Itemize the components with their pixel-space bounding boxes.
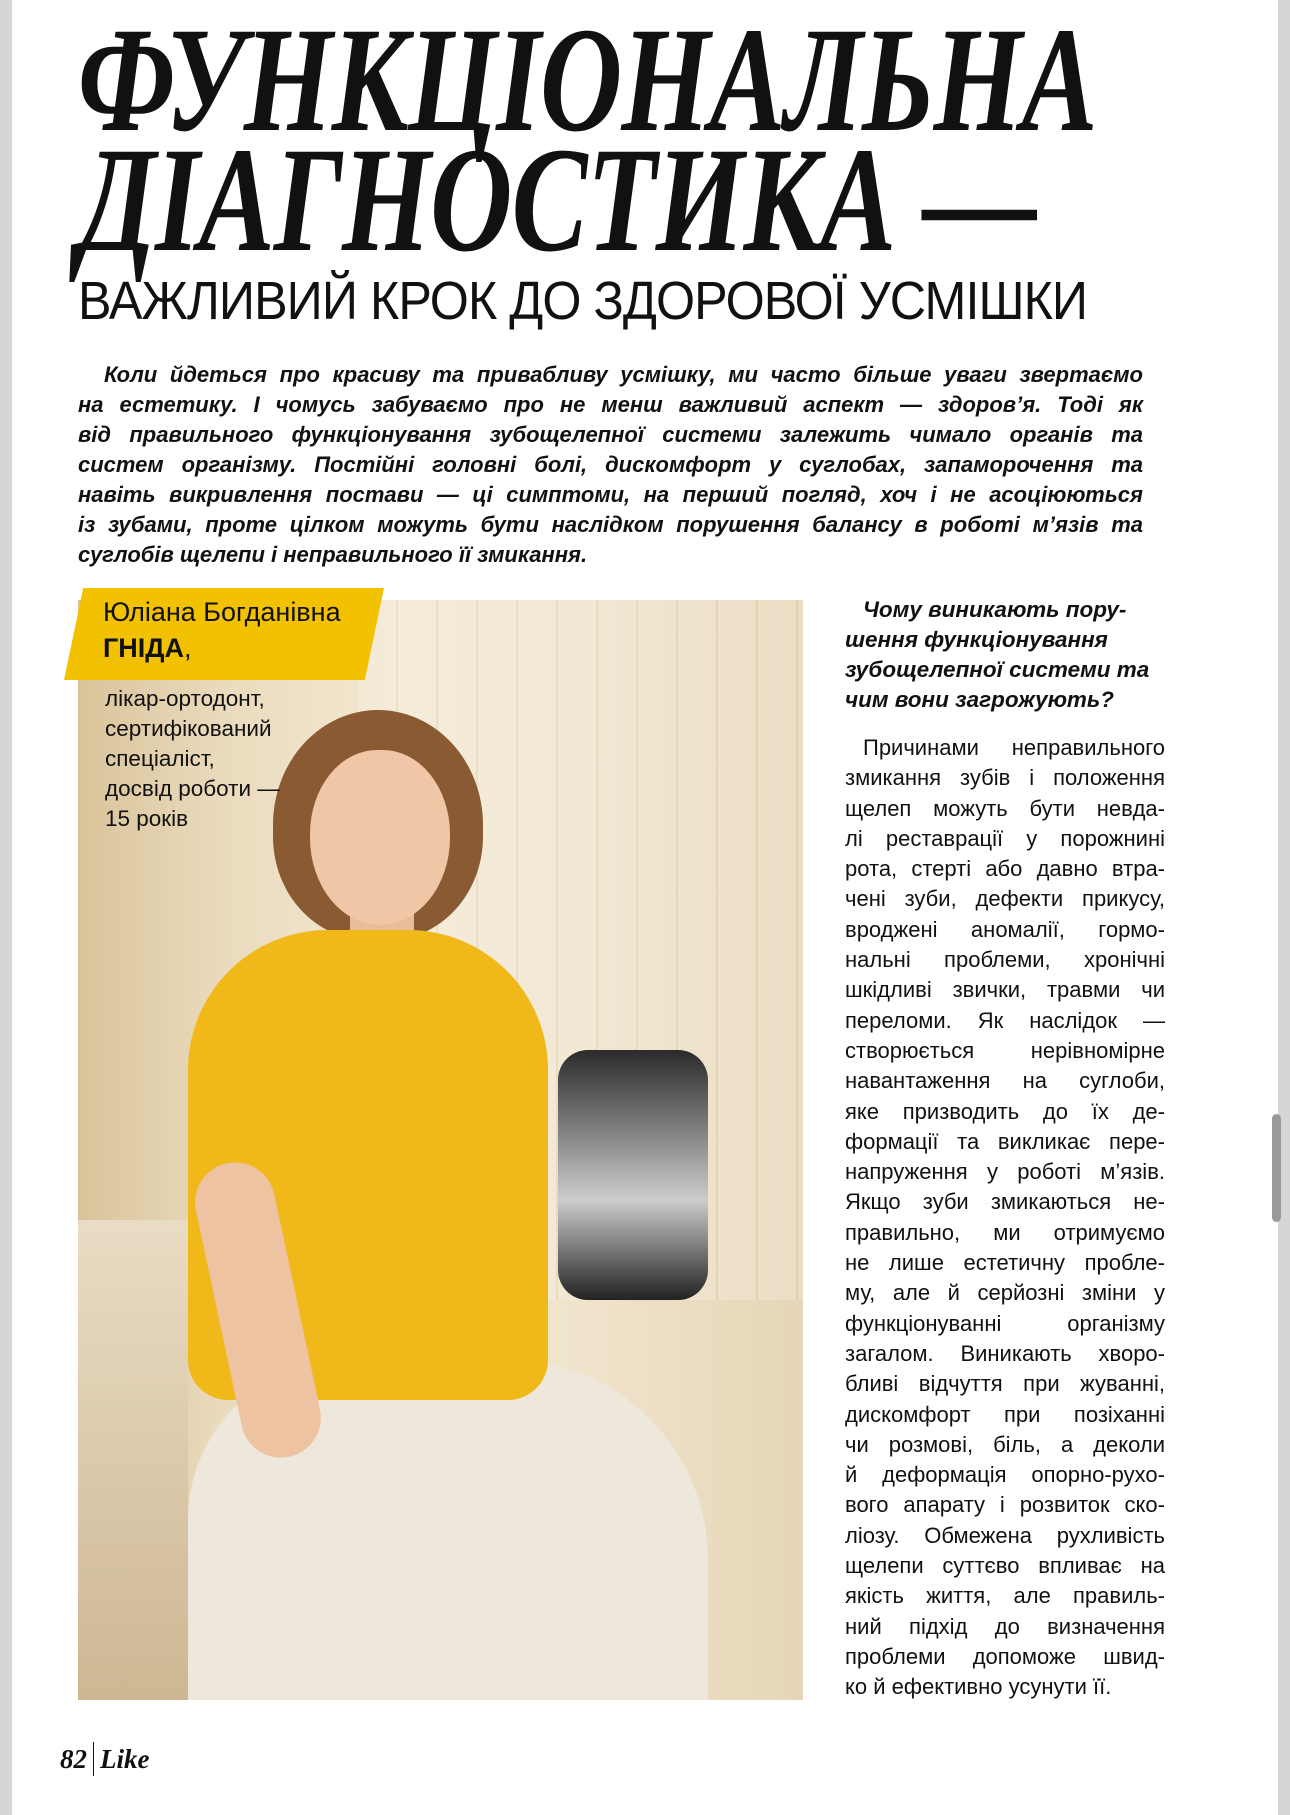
body-line: й деформація опорно-рухо- xyxy=(845,1462,1165,1488)
intro-line: Коли йдеться про красиву та привабливу усмішку, ми часто більше уваги звертаємо xyxy=(104,362,1143,387)
intro-line: суглобів щелепи і неправильного її змикання. xyxy=(78,542,588,567)
intro-line: на естетику. І чомусь забуваємо про не менш важливий аспект — здоров’я. Тоді як xyxy=(78,392,1143,417)
section-body xyxy=(845,733,1165,1703)
body-line: Причинами неправильного xyxy=(863,735,1165,760)
body-line: му, але й серйозні зміни у xyxy=(845,1280,1165,1306)
credential-line: спеціаліст, xyxy=(105,746,215,771)
scrollbar-thumb[interactable] xyxy=(1272,1114,1281,1222)
intro-line: навіть викривлення постави — ці симптоми, на перший погляд, хоч і не асоціюються xyxy=(78,482,1143,507)
credential-line: 15 років xyxy=(105,806,189,831)
intro-line: із зубами, проте цілком можуть бути наслідком порушення балансу в роботі м’язів та xyxy=(78,512,1143,537)
body-line: вроджені аномалії, гормо- xyxy=(845,916,1165,942)
page-number: 82 xyxy=(60,1743,87,1774)
body-line: чи розмові, біль, а деколи xyxy=(845,1431,1165,1457)
body-line: загалом. Виникають хворо- xyxy=(845,1340,1165,1366)
body-line: проблеми допоможе швид- xyxy=(845,1643,1165,1669)
credential-line: сертифікований xyxy=(105,716,272,741)
doctor-surname: ГНІДА xyxy=(103,633,185,663)
doctor-surname-line xyxy=(103,631,192,666)
dental-microscope xyxy=(558,1050,708,1300)
body-line: щелепи суттєво впливає на xyxy=(845,1553,1165,1579)
intro-paragraph xyxy=(78,360,1143,570)
body-line: функціонуванні організму xyxy=(845,1310,1165,1336)
body-line: переломи. Як наслідок — xyxy=(845,1007,1165,1033)
body-line: лі реставрації у порожнині xyxy=(845,825,1165,851)
heading-line: зубощелепної системи та xyxy=(845,657,1150,682)
body-line: шкідливі звички, травми чи xyxy=(845,977,1165,1003)
title-line-2: ДІАГНОСТИКА — xyxy=(78,117,1037,283)
body-line: навантаження на суглоби, xyxy=(845,1068,1165,1094)
cabinet xyxy=(78,1220,188,1700)
magazine-name: Like xyxy=(100,1743,150,1774)
body-line: дискомфорт при позіханні xyxy=(845,1401,1165,1427)
credential-line: досвід роботи — xyxy=(105,776,280,801)
comma: , xyxy=(184,633,192,663)
doctor-name: Юліана Богданівна xyxy=(103,597,341,627)
body-line: ко й ефективно усунути її. xyxy=(845,1674,1112,1700)
subtitle: ВАЖЛИВИЙ КРОК ДО ЗДОРОВОЇ УСМІШКИ xyxy=(78,271,1088,331)
heading-line: чим вони загрожують? xyxy=(845,687,1114,712)
body-line: яке призводить до їх де- xyxy=(845,1098,1165,1124)
body-line: ліозу. Обмежена рухливість xyxy=(845,1522,1165,1548)
body-line: щелеп можуть бути невда- xyxy=(845,795,1165,821)
heading-line: Чому виникають пору- xyxy=(863,597,1127,622)
body-line: бливі відчуття при жуванні, xyxy=(845,1371,1165,1397)
intro-line: від правильного функціонування зубощелепної системи залежить чимало органів та xyxy=(78,422,1143,447)
body-line: рота, стерті або давно втра- xyxy=(845,856,1165,882)
body-line: якість життя, але правиль- xyxy=(845,1583,1165,1609)
body-line: вого апарату і розвиток ско- xyxy=(845,1492,1165,1518)
body-line: чені зуби, дефекти прикусу, xyxy=(845,886,1165,912)
title-line-1: ФУНКЦІОНАЛЬНА xyxy=(78,0,1097,163)
body-line: правильно, ми отримуємо xyxy=(845,1219,1165,1245)
doctor-credentials xyxy=(105,684,280,834)
intro-line: систем організму. Постійні головні болі, дискомфорт у суглобах, запаморочення та xyxy=(78,452,1143,477)
heading-line: шення функціонування xyxy=(845,627,1108,652)
body-line: напруження у роботі м’язів. xyxy=(845,1159,1165,1185)
face xyxy=(310,750,450,925)
page-footer xyxy=(60,1742,149,1776)
body-line: створюється нерівномірне xyxy=(845,1037,1165,1063)
body-line: не лише естетичну пробле- xyxy=(845,1250,1165,1276)
body-line: змикання зубів і положення xyxy=(845,765,1165,791)
section-heading xyxy=(845,595,1165,715)
footer-divider xyxy=(93,1742,94,1776)
body-line: ний підхід до визначення xyxy=(845,1613,1165,1639)
body-line: формації та викликає пере- xyxy=(845,1128,1165,1154)
body-line: Якщо зуби змикаються не- xyxy=(845,1189,1165,1215)
credential-line: лікар-ортодонт, xyxy=(105,686,265,711)
body-line: нальні проблеми, хронічні xyxy=(845,947,1165,973)
